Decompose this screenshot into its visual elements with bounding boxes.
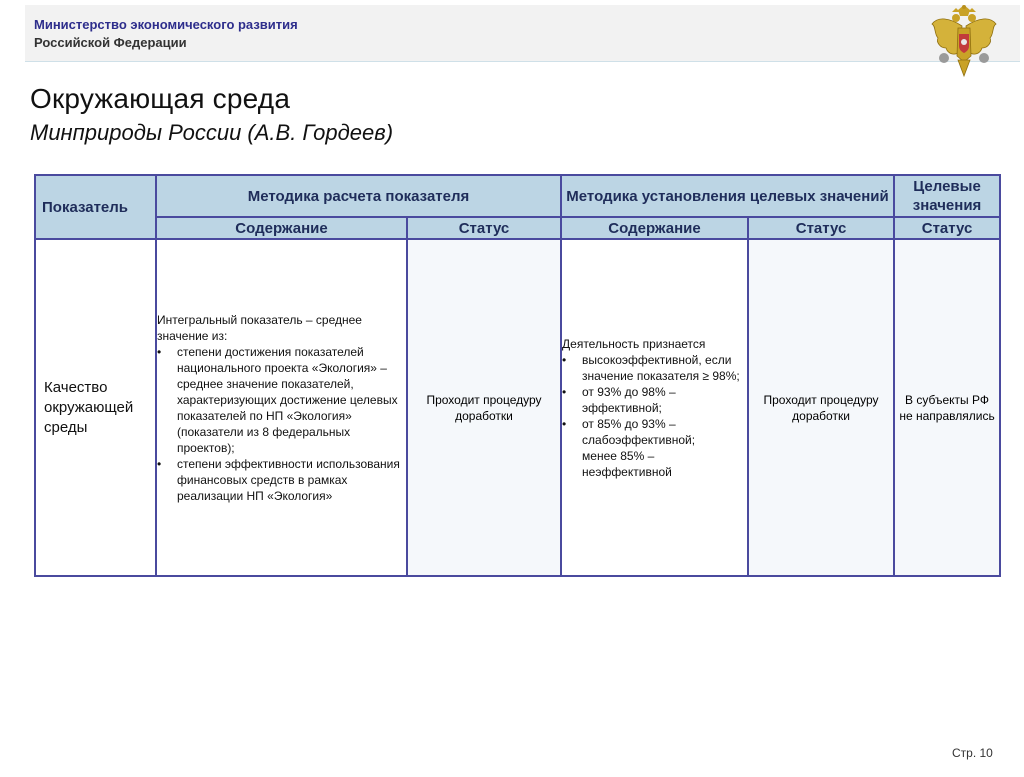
indicator-name: Качество окружающей среды bbox=[35, 239, 156, 576]
header-calc-method: Методика расчета показателя bbox=[156, 175, 561, 217]
subheader-calc-content: Содержание bbox=[156, 217, 407, 239]
header-target-method: Методика установления целевых значений bbox=[561, 175, 894, 217]
target-content-tail: менее 85% – неэффективной bbox=[582, 448, 672, 479]
calc-content-list bbox=[157, 344, 402, 504]
header-band bbox=[25, 5, 1020, 62]
target-values-status-cell: В субъекты РФ не направлялись bbox=[894, 239, 1000, 576]
list-item: • от 93% до 98% – эффективной; bbox=[562, 384, 741, 416]
list-item: • степени достижения показателей национального проекта «Экология» – среднее значение показателей, характеризующих достижение целевых показателей по НП «Экология» (показатели из 8 федеральных проектов); bbox=[157, 344, 402, 456]
list-item: • от 85% до 93% – слабоэффективной; bbox=[562, 416, 741, 448]
ministry-name-line2: Российской Федерации bbox=[34, 35, 187, 50]
page-subtitle: Минприроды России (А.В. Гордеев) bbox=[30, 120, 394, 145]
target-content-list bbox=[562, 352, 741, 448]
target-content-cell bbox=[561, 239, 748, 576]
subheader-target-content: Содержание bbox=[561, 217, 748, 239]
target-content-intro: Деятельность признается bbox=[562, 336, 706, 351]
calc-content-intro: Интегральный показатель – среднее значение из: bbox=[157, 312, 362, 343]
calc-status-cell: Проходит процедуру доработки bbox=[407, 239, 561, 576]
list-item: • высокоэффективной, если значение показателя ≥ 98%; bbox=[562, 352, 741, 384]
header-indicator: Показатель bbox=[35, 175, 156, 239]
russian-coat-of-arms-icon bbox=[928, 4, 1000, 80]
page-title: Окружающая среда bbox=[30, 83, 291, 114]
table-row bbox=[35, 239, 1000, 576]
calc-content-cell bbox=[156, 239, 407, 576]
target-status-cell: Проходит процедуру доработки bbox=[748, 239, 894, 576]
subheader-calc-status: Статус bbox=[407, 217, 561, 239]
subheader-values-status: Статус bbox=[894, 217, 1000, 239]
page-number: Стр. 10 bbox=[952, 746, 993, 760]
ministry-name-line1: Министерство экономического развития bbox=[34, 17, 298, 32]
list-item: • степени эффективности использования финансовых средств в рамках реализации НП «Экология» bbox=[157, 456, 402, 504]
indicators-table bbox=[34, 174, 1001, 577]
subheader-target-status: Статус bbox=[748, 217, 894, 239]
header-target-values: Целевые значения bbox=[894, 175, 1000, 217]
